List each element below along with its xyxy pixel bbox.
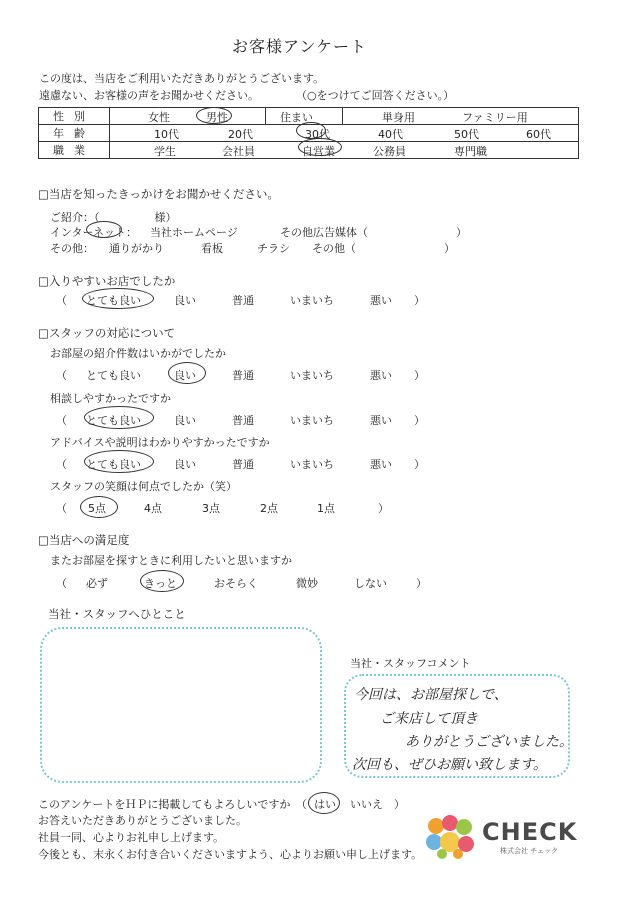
option-30s[interactable]: 30代 (305, 128, 330, 141)
option-good[interactable]: 良い (174, 458, 196, 471)
q3-heading: □スタッフの対応について (38, 326, 176, 340)
circle-mark (140, 570, 184, 592)
option-single[interactable]: 単身用 (382, 111, 415, 124)
circle-mark (168, 362, 206, 384)
paren-open: （ (56, 414, 67, 427)
q4-sub1: またお部屋を探すときに利用したいと思いますか (50, 554, 292, 567)
paren-open: （ (56, 502, 67, 515)
intro-note: （○をつけてご回答ください。） (296, 89, 455, 102)
option-60s[interactable]: 60代 (526, 128, 551, 141)
logo-text: CHECK (482, 818, 578, 846)
staff-comment-label: 当社・スタッフコメント (350, 657, 471, 670)
q4-heading: □当店への満足度 (38, 533, 130, 547)
option-bad[interactable]: 悪い (370, 294, 392, 307)
footer-consent-question: このアンケートをＨＰに掲載してもよろしいですか （ (38, 798, 307, 811)
option-female[interactable]: 女性 (148, 111, 170, 124)
q3-sub1: お部屋の紹介件数はいかがでしたか (50, 347, 226, 360)
option-bad[interactable]: 悪い (370, 458, 392, 471)
option-not-great[interactable]: いまいち (290, 414, 334, 427)
q1-walk-by[interactable]: 通りがかり (109, 242, 164, 255)
paren-close: ） (414, 414, 425, 427)
option-20s[interactable]: 20代 (228, 128, 253, 141)
staff-comment-line-4: 次回も、ぜひお願い致します。 (352, 757, 547, 773)
circle-mark (196, 107, 232, 124)
option-professional[interactable]: 専門職 (454, 145, 487, 158)
option-good[interactable]: 良い (174, 294, 196, 307)
option-good[interactable]: 良い (174, 369, 196, 382)
paren-close: ） (416, 577, 427, 590)
option-bad[interactable]: 悪い (370, 414, 392, 427)
option-10s[interactable]: 10代 (154, 128, 179, 141)
option-employee[interactable]: 会社員 (222, 145, 255, 158)
q1-internet-label: インターネット： (50, 226, 138, 239)
option-unsure[interactable]: 微妙 (296, 577, 318, 590)
option-4pt[interactable]: 4点 (144, 502, 162, 515)
footer-gratitude: 社員一同、心よりお礼申し上げます。 (38, 831, 225, 844)
staff-comment-line-2: ご来店して頂き (380, 711, 478, 727)
option-average[interactable]: 普通 (232, 414, 254, 427)
circle-mark (82, 288, 154, 309)
circle-mark (308, 792, 340, 814)
paren-close: ） (414, 458, 425, 471)
staff-comment-line-1: 今回は、お部屋探しで、 (354, 687, 508, 703)
page-title: お客様アンケート (232, 37, 368, 56)
paren-open: （ (56, 577, 67, 590)
option-probably[interactable]: きっと (144, 577, 177, 590)
circle-mark (80, 496, 118, 518)
profile-label: 性別 (39, 108, 110, 125)
option-2pt[interactable]: 2点 (260, 502, 278, 515)
q1-other-label: その他： (50, 242, 94, 255)
option-bad[interactable]: 悪い (370, 369, 392, 382)
q1-flyer[interactable]: チラシ (257, 242, 290, 255)
option-40s[interactable]: 40代 (378, 128, 403, 141)
q3-sub2: 相談しやすかったですか (50, 392, 171, 405)
option-1pt[interactable]: 1点 (317, 502, 335, 515)
q4-options (56, 575, 456, 591)
profile-label: 職業 (39, 142, 110, 159)
circle-mark (296, 122, 326, 139)
q3-sub3: アドバイスや説明はわかりやすかったですか (50, 436, 270, 449)
option-maybe[interactable]: おそらく (214, 577, 258, 590)
circle-mark (84, 450, 154, 473)
option-not-great[interactable]: いまいち (290, 458, 334, 471)
option-very-good[interactable]: とても良い (86, 369, 141, 382)
option-not-great[interactable]: いまいち (290, 369, 334, 382)
flower-logo-icon (424, 814, 476, 860)
q1-referral: ご紹介：（ 様） (50, 211, 177, 224)
option-family[interactable]: ファミリー用 (462, 111, 528, 124)
paren-open: （ (56, 294, 67, 307)
intro-line-1: この度は、当店をご利用いただきありがとうございます。 (39, 72, 325, 85)
comment-box[interactable] (40, 627, 322, 783)
option-student[interactable]: 学生 (154, 145, 176, 158)
footer-thanks: お答えいただきありがとうございました。 (38, 814, 247, 827)
comment-label: 当社・スタッフへひとこと (48, 607, 186, 621)
q1-other[interactable]: その他（ ） (312, 242, 455, 255)
option-3pt[interactable]: 3点 (202, 502, 220, 515)
q1-other-media[interactable]: その他広告媒体（ ） (280, 226, 467, 239)
option-average[interactable]: 普通 (232, 458, 254, 471)
q3-sub4: スタッフの笑顔は何点でしたか（笑） (50, 480, 237, 493)
option-definitely[interactable]: 必ず (86, 577, 108, 590)
q1-heading: □当店を知ったきっかけをお聞かせください。 (38, 187, 279, 201)
paren-open: （ (56, 369, 67, 382)
footer-no[interactable]: いいえ (350, 798, 383, 811)
option-average[interactable]: 普通 (232, 369, 254, 382)
q2-heading: □入りやすいお店でしたか (38, 274, 176, 288)
option-average[interactable]: 普通 (232, 294, 254, 307)
option-very-good[interactable]: とても良い (86, 414, 141, 427)
footer-paren-close: ） (394, 798, 405, 811)
option-good[interactable]: 良い (174, 414, 196, 427)
option-very-good[interactable]: とても良い (86, 458, 141, 471)
staff-comment-line-3: ありがとうございました。 (405, 734, 573, 750)
paren-close: ） (378, 502, 389, 515)
intro-line-2: 遠慮ない、お客様の声をお聞かせください。 (39, 89, 259, 102)
logo-subtext: 株式会社 チェック (500, 847, 559, 855)
q1-signboard[interactable]: 看板 (201, 242, 223, 255)
option-civil-servant[interactable]: 公務員 (373, 145, 406, 158)
paren-close: ） (414, 294, 425, 307)
option-male[interactable]: 男性 (206, 111, 228, 124)
q3-sub1-options (56, 367, 456, 383)
option-50s[interactable]: 50代 (454, 128, 479, 141)
circle-mark (84, 406, 154, 429)
option-self-employed[interactable]: 自営業 (302, 145, 335, 158)
circle-mark (86, 221, 122, 238)
option-residence: 住まい (280, 111, 313, 124)
footer-closing: 今後とも、末永くお付き合いくださいますよう、心よりお願い申し上げます。 (38, 848, 423, 861)
circle-mark (298, 138, 342, 156)
q1-homepage[interactable]: 当社ホームページ (150, 226, 238, 239)
option-5pt[interactable]: 5点 (88, 502, 106, 515)
paren-close: ） (414, 369, 425, 382)
option-no[interactable]: しない (354, 577, 387, 590)
option-very-good[interactable]: とても良い (86, 294, 141, 307)
footer-yes[interactable]: はい (314, 798, 336, 811)
paren-open: （ (56, 458, 67, 471)
profile-label: 年齢 (39, 125, 110, 142)
option-not-great[interactable]: いまいち (290, 294, 334, 307)
